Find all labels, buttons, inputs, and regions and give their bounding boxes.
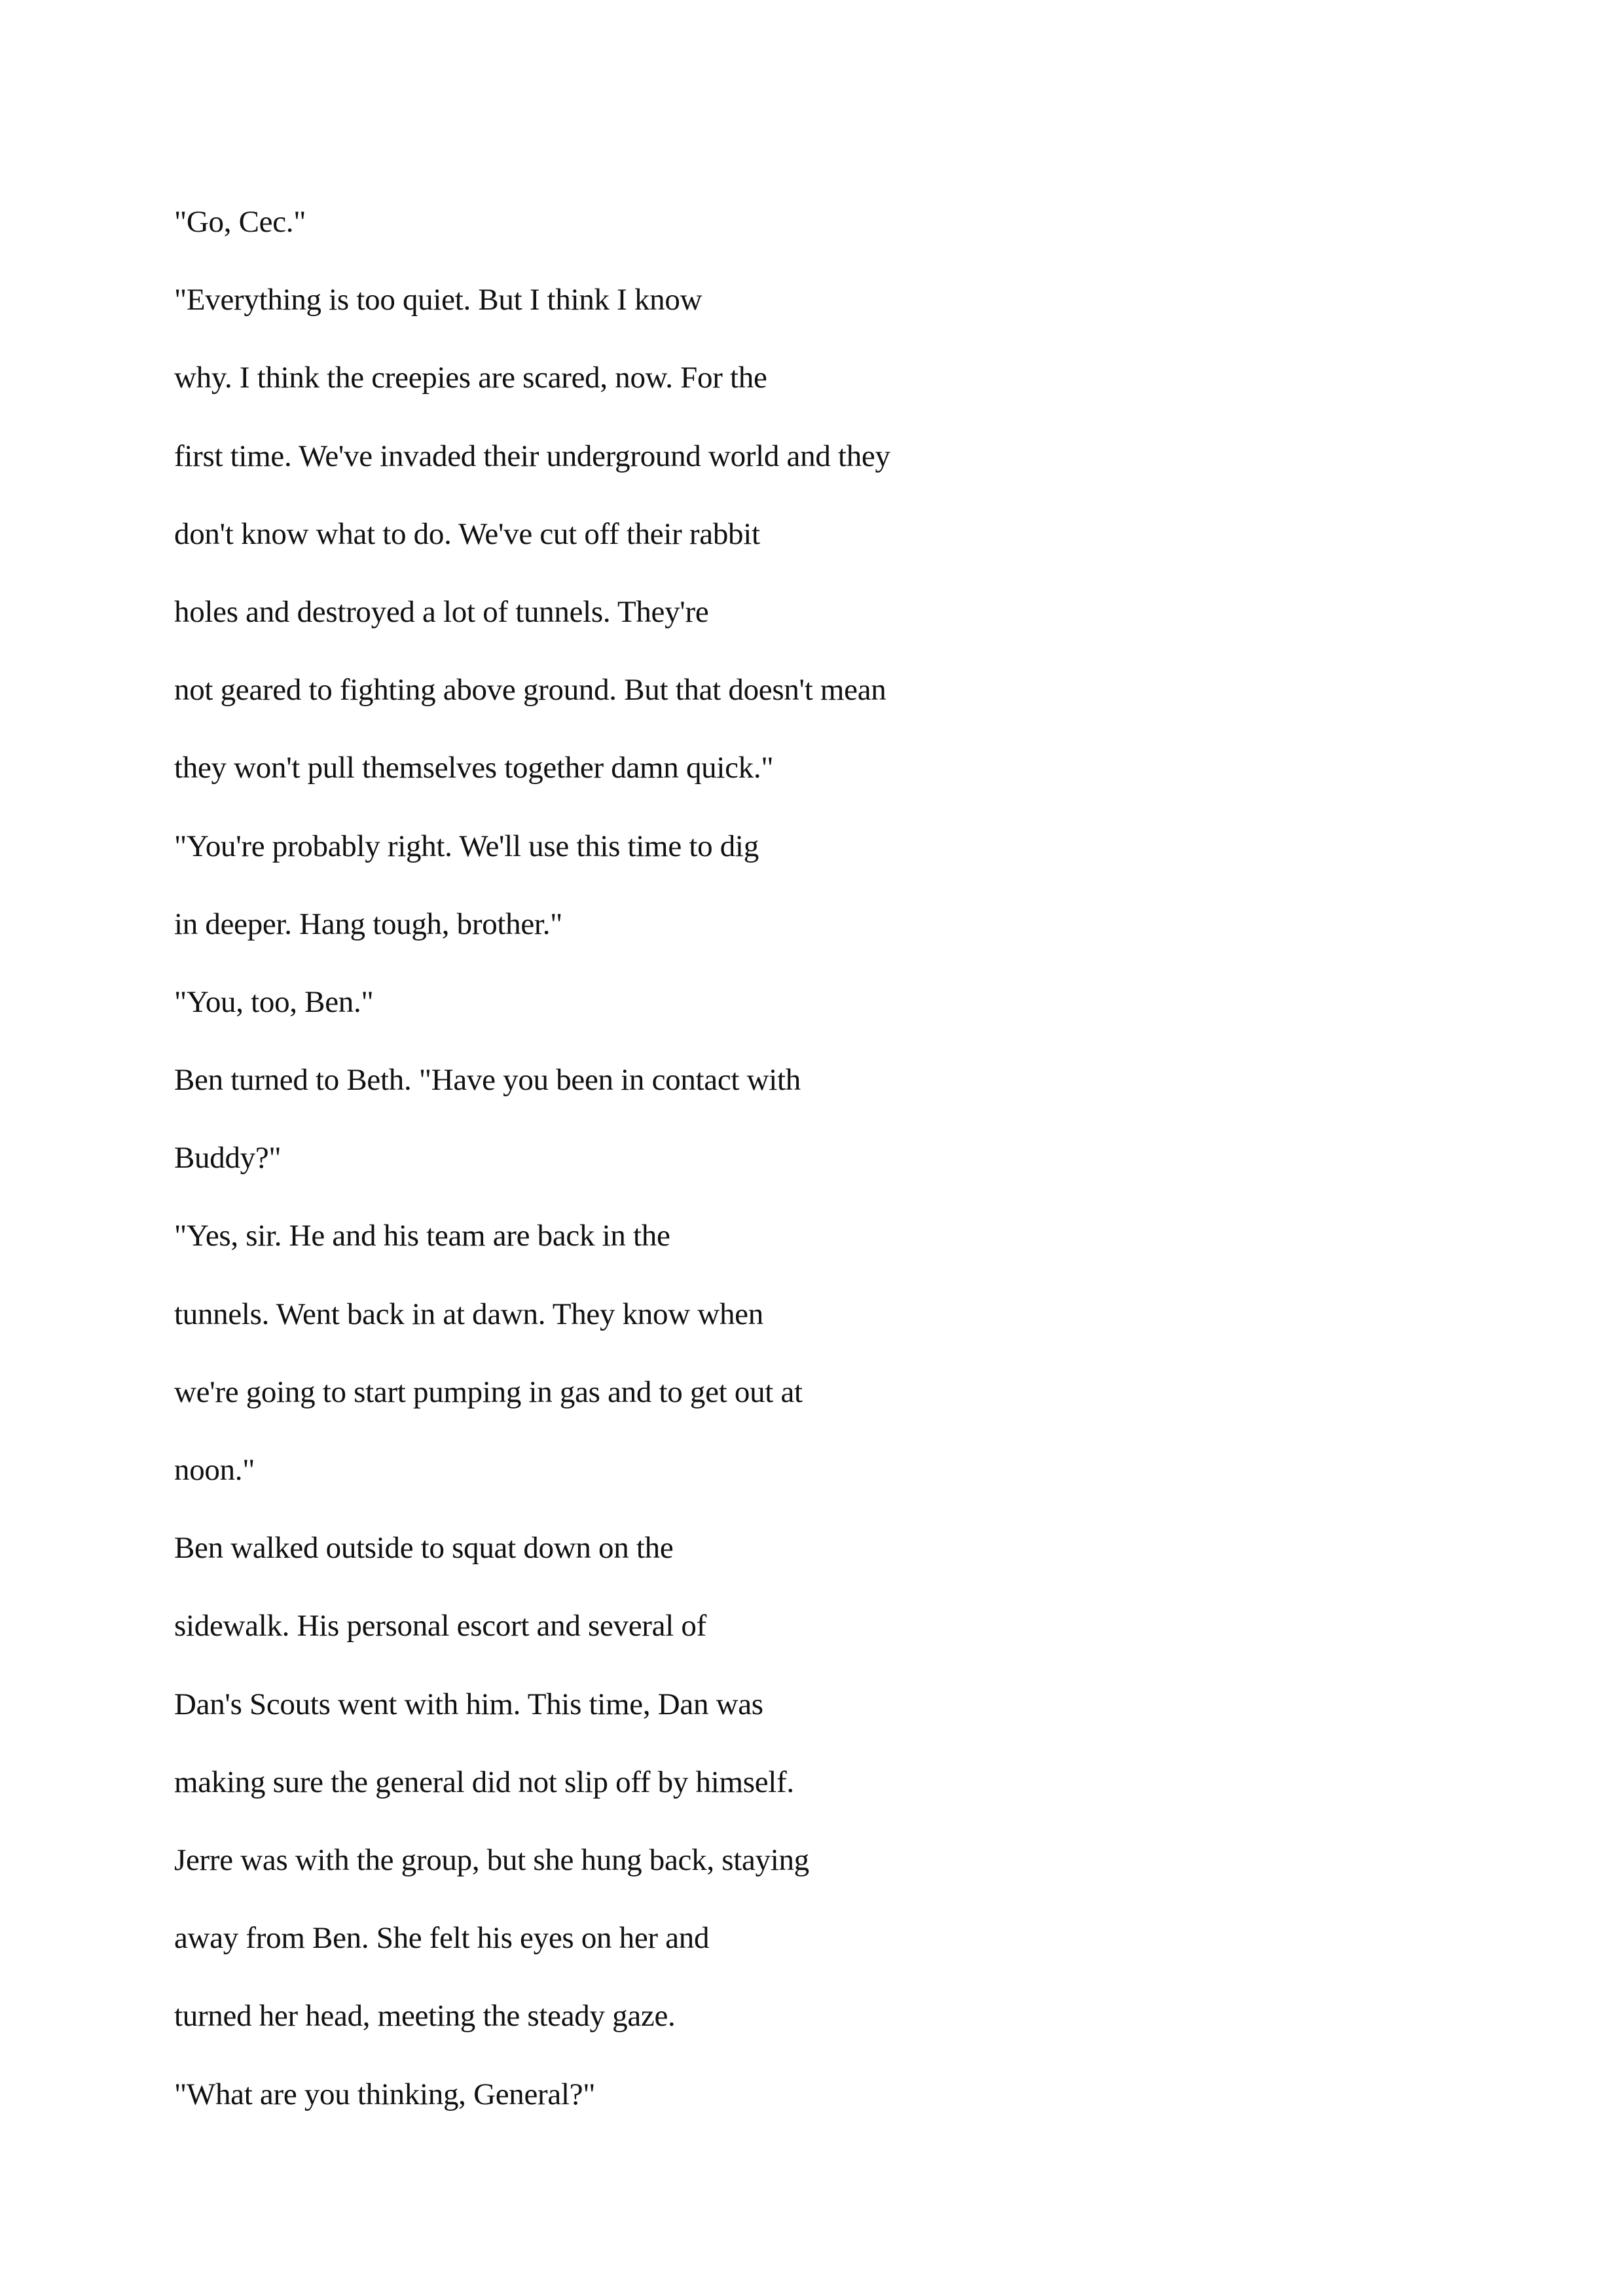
- text-line: turned her head, meeting the steady gaze.: [174, 1999, 676, 2034]
- text-line: "Go, Cec.": [174, 205, 306, 239]
- text-line: they won't pull themselves together damn quick.": [174, 751, 774, 785]
- text-line: making sure the general did not slip off by himself.: [174, 1765, 794, 1799]
- text-line: sidewalk. His personal escort and several of: [174, 1609, 706, 1643]
- text-line: we're going to start pumping in gas and to get out at: [174, 1374, 803, 1409]
- text-line: in deeper. Hang tough, brother.": [174, 906, 563, 941]
- text-line: "What are you thinking, General?": [174, 2077, 596, 2111]
- text-line: "Everything is too quiet. But I think I know: [174, 283, 702, 317]
- text-line: Jerre was with the group, but she hung back, staying: [174, 1842, 809, 1877]
- text-line: not geared to fighting above ground. But that doesn't mean: [174, 673, 886, 708]
- text-line: tunnels. Went back in at dawn. They know when: [174, 1297, 763, 1331]
- text-line: "Yes, sir. He and his team are back in the: [174, 1219, 670, 1253]
- text-line: Ben turned to Beth. "Have you been in contact with: [174, 1063, 801, 1098]
- text-line: "You, too, Ben.": [174, 984, 374, 1019]
- text-line: away from Ben. She felt his eyes on her and: [174, 1921, 710, 1956]
- body-text: [174, 183, 1484, 2134]
- text-line: don't know what to do. We've cut off their rabbit: [174, 516, 760, 551]
- text-line: Ben walked outside to squat down on the: [174, 1531, 674, 1566]
- text-line: first time. We've invaded their underground world and they: [174, 439, 890, 473]
- text-line: noon.": [174, 1453, 255, 1487]
- text-line: holes and destroyed a lot of tunnels. They're: [174, 594, 709, 629]
- text-line: Buddy?": [174, 1141, 282, 1175]
- text-line: "You're probably right. We'll use this time to dig: [174, 829, 759, 863]
- text-line: Dan's Scouts went with him. This time, Dan was: [174, 1687, 763, 1721]
- text-line: why. I think the creepies are scared, now. For the: [174, 361, 767, 395]
